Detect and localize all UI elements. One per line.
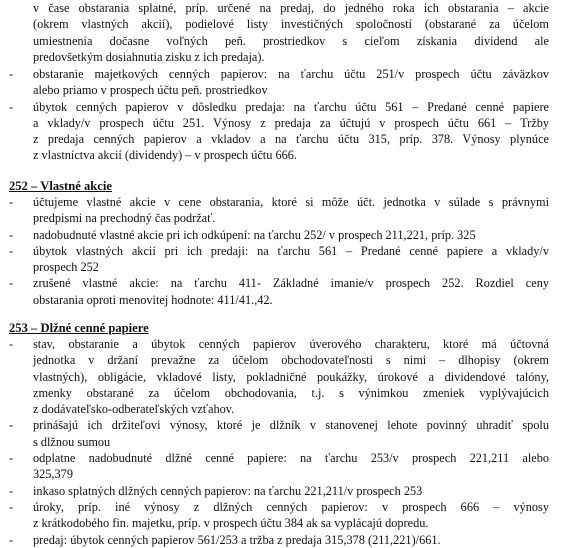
bullet: -	[9, 195, 14, 209]
text-line: úbytok vlastných akcií pri ich predaji: na ťarchu 561 – Predané cenné papiere a vklady/v	[33, 243, 549, 258]
text-line: obstaranie majetkových cenných papierov: na ťarchu účtu 251/v prospech účtu záväzkov	[33, 67, 549, 81]
text-line: predaj: úbytok cenných papierov 561/253 a tržba z predaja 315,378 (211,221)/661.	[33, 532, 441, 547]
text-line: nadobudnuté vlastné akcie pri ich odkúpení: na ťarchu 252/ v prospech 211,221, príp. 325	[33, 227, 476, 242]
section-heading: 252 – Vlastné akcie	[9, 179, 112, 193]
text-line: z predaja cenných papierov a vkladov a na ťarchu účtu 315, príp. 378. Výnosy plynúce	[33, 132, 549, 147]
section-heading: 253 – Dlžné cenné papiere	[9, 321, 149, 335]
text-line: stav, obstaranie a úbytok cenných papierov úverového charakteru, ktoré má účtovná	[33, 337, 549, 351]
text-line: predovšetkým dosiahnutia zisku z ich predaja).	[33, 49, 265, 64]
bullet: -	[9, 532, 14, 547]
text-line: prinášajú ich držiteľovi výnosy, ktoré je dlžník v stanovenej lehote povinný uhradiť spolu	[33, 418, 549, 433]
text-line: z dodávateľsko-odberateľských vzťahov.	[33, 402, 235, 417]
text-line: zrušené vlastné akcie: na ťarchu 411- Základné imanie/v prospech 252. Rozdiel ceny	[33, 276, 549, 291]
text-line: vlastných), obligácie, vkladové listy, pokladničné poukážky, úrokové a dividendové talóny,	[33, 369, 549, 384]
list-item	[9, 194, 549, 227]
text-line: zmenky obstarané za účelom obchodovania, t.j. s výnimkou zmeniek vyplývajúcich	[33, 385, 549, 400]
list-item	[9, 499, 549, 532]
list-item	[9, 336, 549, 417]
text-line: úbytok cenných papierov v dôsledku predaja: na ťarchu účtu 561 – Predané cenné papiere	[33, 99, 549, 114]
text-line: z krátkodobého fin. majetku, príp. v prospech účtu 384 ak sa vyplácajú dopredu.	[33, 516, 429, 531]
section-253	[9, 320, 549, 336]
list-item	[9, 275, 549, 308]
text-line: v čase obstarania splatné, príp. určené na predaj, do jedného roka ich obstarania – akcie	[33, 1, 549, 15]
text-line: jednotka v držaní prevažne za účelom obchodovateľnosti s nimi – dlhopisy (okrem	[33, 353, 549, 368]
section-252	[9, 178, 549, 194]
list-item	[9, 417, 549, 450]
text-line: z vlastníctva akcií (dividendy) – v prospech účtu 666.	[33, 148, 297, 163]
bullet: -	[9, 483, 14, 498]
bullet: -	[9, 67, 14, 81]
text-line: úroky, príp. iné výnosy z dlžných cenných papierov: v prospech 666 – výnosy	[33, 499, 549, 514]
text-line: predpismi na prechodný čas podržať.	[33, 211, 216, 226]
text-line: 325,379	[33, 467, 73, 482]
bullet: -	[9, 276, 14, 291]
text-line: prospech 252	[33, 260, 99, 275]
text-line: účtujeme vlastné akcie v cene obstarania, ktoré si môže účt. jednotka v súlade s právnymi	[33, 195, 549, 209]
text-line: alebo priamo v prospech účtu peň. prostriedkov	[33, 83, 268, 98]
bullet: -	[9, 99, 14, 114]
section-251-list	[9, 66, 549, 164]
bullet: -	[9, 337, 14, 351]
list-item	[9, 227, 549, 243]
list-item	[9, 450, 549, 483]
bullet: -	[9, 499, 14, 514]
text-line: obstarania oproti menovitej hodnote: 411/41.,42.	[33, 292, 273, 307]
bullet: -	[9, 227, 14, 242]
intro-paragraph	[9, 0, 549, 65]
bullet: -	[9, 418, 14, 433]
list-item	[9, 99, 549, 164]
section-253-list	[9, 336, 549, 548]
list-item	[9, 483, 549, 499]
bullet: -	[9, 451, 14, 466]
bullet: -	[9, 243, 14, 258]
text-line: (okrem vlastných akcií), podielové listy investičných spoločností (obstarané za účelom	[33, 17, 549, 32]
section-252-list	[9, 194, 549, 308]
list-item	[9, 66, 549, 99]
text-line: a vklady/v prospech účtu 251. Výnosy z predaja za účtujú v prospech účtu 661 – Tržby	[33, 115, 549, 130]
text-line: inkaso splatných dlžných cenných papierov: na ťarchu 221,211/v prospech 253	[33, 483, 423, 498]
text-line: s dlžnou sumou	[33, 434, 111, 449]
text-line: odplatne nadobudnuté dlžné cenné papiere: na ťarchu 253/v prospech 221,211 alebo	[33, 451, 549, 466]
text-line: umiestnenia dočasne voľných peň. prostriedkov s cieľom získania dividend ale	[33, 33, 549, 48]
list-item	[9, 243, 549, 276]
list-item	[9, 532, 549, 548]
